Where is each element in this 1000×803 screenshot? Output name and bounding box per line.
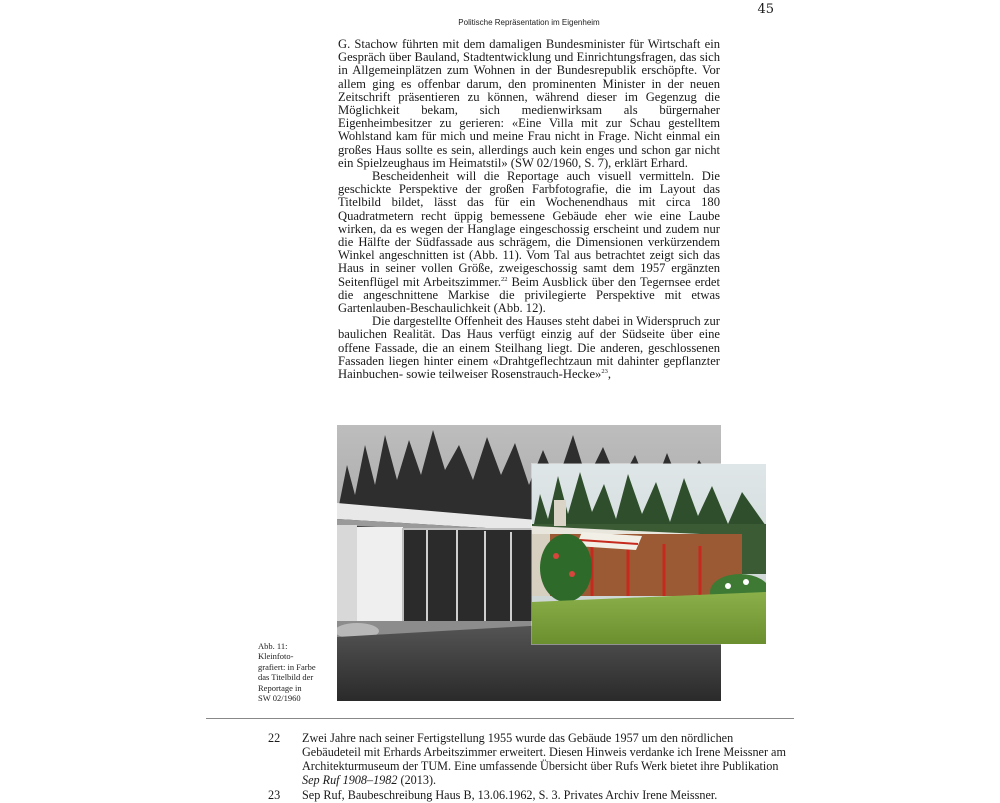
caption-line: SW 02/1960 [258,693,301,704]
footnote-ref-23[interactable]: 23 [601,367,608,375]
footnote-22 [268,731,788,787]
caption-line: das Titelbild der [258,672,314,683]
caption-line: Reportage in [258,682,302,693]
footnote-divider [206,718,794,719]
footnote-ref-22[interactable]: 22 [500,275,508,283]
figure-color-photo [532,464,766,644]
footnotes [268,731,788,803]
caption-line: grafiert: in Farbe [258,661,316,672]
body-text [338,38,720,381]
caption-line: Kleinfoto- [258,651,294,662]
page-number: 45 [757,2,774,17]
paragraph-3: Die dargestellte Offenheit des Hauses steht dabei in Widerspruch zur baulichen Realität. Das Haus verfügt einzig auf der Südseite über eine offene Fassade, die an einem Steilhang liegt. Die anderen, geschlossenen Fassaden liegen hinter einem «Drahtgeflechtzaun mit dahinter gepflanzter Hainbuchen- sowie teilweiser Rosenstrauch-Hecke»$^{23}$, [338,314,720,382]
paragraph-2: Bescheidenheit will die Reportage auch visuell vermitteln. Die geschickte Perspektive der großen Farbfotografie, die im Layout das Titelbild bildet, lässt das für ein Wochenendhaus mit circa 180 Quadratmetern recht üppig bemessene Gebäude eher wie eine Laube wirken, da es wegen der Hanglage eingeschossig erscheint und zudem nur die Hälfte der Südfassade aus schrägem, die Dimensionen verkürzendem Winkel angeschnitten ist (Abb. 11). Vom Tal aus betrachtet zeigt sich das Haus in seiner vollen Größe, zweigeschossig samt dem 1957 ergänzten Seitenflügel mit Arbeitszimmer.$^{22}$ Beim Ausblick über den Tegernsee erdet die angeschnittene Markise die privilegierte Perspektive mit etwas Gartenlauben-Beschaulichkeit (Abb. 12). [338,169,720,316]
footnote-number: 22 [268,731,281,745]
publication-title: Sep Ruf 1908–1982 [302,773,398,787]
footnote-text: Sep Ruf, Baubeschreibung Haus B, 13.06.1962, S. 3. Privates Archiv Irene Meissner. [302,788,718,802]
house-color-photo [532,464,766,644]
running-head: Politische Repräsentation im Eigenheim [458,18,600,27]
footnote-text: Zwei Jahre nach seiner Fertigstellung 1955 wurde das Gebäude 1957 um den nördlichen Gebäudeteil mit Erhards Arbeitszimmer erweitert. Diesen Hinweis verdanke ich Irene Meissner am Architekturmuseum der TUM. Eine umfassende Übersicht über Rufs Werk bietet ihre Publikation Sep Ruf 1908–1982 (2013). [302,731,786,787]
figure-caption [258,641,334,703]
footnote-number: 23 [268,788,281,802]
caption-line: Abb. 11: [258,641,288,651]
paragraph-1: G. Stachow führten mit dem damaligen Bundesminister für Wirtschaft ein Gespräch über Bauland, Stadtentwicklung und Einrichtungsfragen, das sich in Allgemeinplätzen zum Wohnen in der Bundesrepublik erschöpfte. Vor allem ging es offenbar darum, den prominenten Minister in der neuen Zeitschrift präsentieren zu können, während dieser im Gegenzug die Möglichkeit bekam, sich medienwirksam als bürgernaher Eigenheimbesitzer zu gerieren: «Eine Villa mit zur Schau gestelltem Wohlstand kam für mich und meine Frau nicht in Frage. Nicht einmal ein großes Haus sollte es sein, allerdings auch kein enges und schon gar nicht ein Spielzeughaus im Heimatstil» (SW 02/1960, S. 7), erklärt Erhard. [338,37,720,170]
